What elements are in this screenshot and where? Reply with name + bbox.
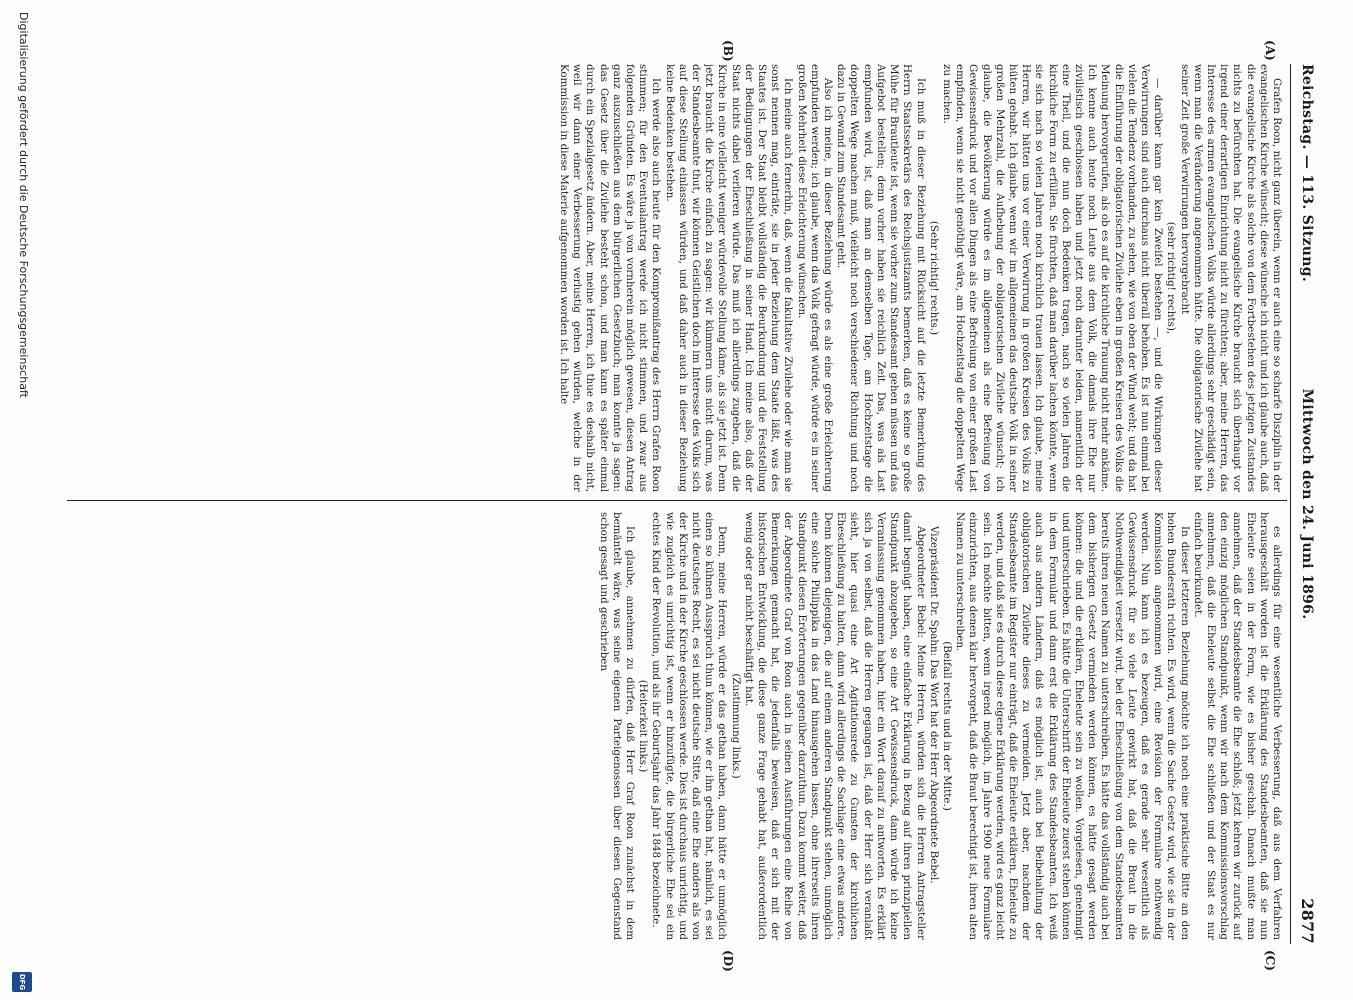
column-divider — [67, 500, 1287, 501]
page-header — [1295, 64, 1317, 944]
left-column — [73, 64, 1283, 492]
paragraph: Ich glaube, annehmen zu dürfen, daß Herr Graf Roon zunächst in dem bemäntelt wäre, was seine eigenen Parteigenossen über diesen Gegenstand schon gesagt und geschrieben — [597, 512, 637, 940]
margin-marker-a: (A) — [1263, 40, 1277, 61]
interjection: (Zustimmung links.) — [729, 673, 742, 779]
margin-marker-c: (C) — [1263, 950, 1277, 971]
header-rule — [1290, 64, 1291, 944]
paragraph: — darüber kann gar kein Zweifel bestehen —, und die Wirkungen dieser Verwirrungen sind auch durchaus nicht überall behoben. Es ist nun einmal bei vielen die Tendenz vorhanden, zu sehen, wie von oben der Wind weht; und da hat die Einführung der obligatorischen Zivilehe eben in großen Kreisen des Volks die Meinung hervorgerufen, als ob es auf die kirchliche Trauung nicht mehr ankäme. Ich kenne auch heute noch Leute aus dem Volk, die damals ihre Ehe nur zivilistisch geschlossen haben und jetzt noch darunter leiden, namentlich der eine Theil, und die nun doch Bedenken tragen, nach so vielen Jahren die kirchliche Form zu erfüllen. Sie fürchten, daß man darüber lachen könnte, wenn sie sich nach so vielen Jahren noch kirchlich trauen lassen. Ich glaube, meine Herren, wir hätten uns vor einer Verwirrung in großen Kreisen des Volks zu hüten gehabt. Ich glaube, wenn wir im allgemeinen das deutsche Volk in seiner großen Mehrzahl, die Aufhebung der obligatorischen Zivilehe wünscht; ich glaube, die Bevölkerung würde es im allgemeinen als eine Befreiung von Gewissensdruck und vor allen Dingen als eine Befreiung von einer großen Last empfinden, wenn sie nicht genöthigt wäre, am Hochzeitstag die doppelten Wege zu machen. — [940, 64, 1165, 492]
interjection: (sehr richtig! rechts), — [1165, 221, 1178, 335]
interjection: (Heiterkeit links.) — [637, 679, 650, 773]
paragraph: Also ich meine, in dieser Beziehung würde es als eine große Erleichterung empfunden werden; ich glaube, wenn das Volk gefragt würde, würde es in seiner großen Mehrheit diese Erleichterung wünschen. — [795, 64, 835, 492]
header-page-number: 2877 — [1298, 898, 1317, 944]
dfg-logo: DFG — [12, 972, 32, 992]
paragraph: Vizepräsident Dr. Spahn: Das Wort hat der Herr Abgeordnete Bebel. — [927, 526, 940, 884]
paragraph: es allerdings für eine wesentliche Verbesserung, daß aus dem Verfahren herausgeschält worden ist die Erklärung des Standesbeamten, daß sie nun Eheleute seien in der Form, wie es bisher geschah. Danach mußte man annehmen, daß der Standesbeamte die Ehe schloß; jetzt kehren wir zurück auf den einzig möglichen Standpunkt, wenn wir nach dem Kommissionsvorschlag annehmen, daß die Eheleute selbst die Ehe schließen und der Staat es nur einfach beurkundet. — [1191, 512, 1283, 940]
paragraph: Ich meine auch fernerhin, daß, wenn die fakultative Zivilehe oder wie man sie sonst nennen mag, einträte, sie in jeder Beziehung dem Staate läßt, was des Staates ist. Der Staat bleibt vollständig die Beurkundung und die Feststellung der Bedingungen der Eheschließung in seiner Hand. Ich meine also, daß der Staat nichts dabei verlieren würde. Das muß ich allerdings zugeben, daß die Kirche in eine vielleicht weniger würdevolle Stellung käme, als sie jetzt ist. Denn jetzt braucht die Kirche einfach zu sagen: wir kümmern uns nicht darum, was der Standesbeamte thut, wir können Geistlichen doch im Interesse des Volks sich auf diese Stellung einlassen würden, und daß daher auch in dieser Beziehung keine Bedenken bestehen. — [663, 64, 795, 492]
header-date: Mittwoch den 24. Juni 1896. — [1299, 388, 1315, 620]
paragraph: Ich muß in dieser Beziehung mit Rücksicht auf die letzte Bemerkung des Herrn Staatssekretärs des Reichsjustizamts bemerken, daß es keine so große Mühe für Brautleute ist, wenn sie vorher zum Standesamt gehen müssen und das Aufgebot bestellen; denn vorher haben sie reichlich Zeit. Das, was als Last empfunden wird, ist, daß man an demselben Tage, am Hochzeitstage die doppelten Wege machen muß, vielleicht noch verschiedener Richtung und noch dazu in Gewand zum Standesamt geht. — [835, 64, 927, 492]
interjection: (Sehr richtig! rechts.) — [927, 220, 940, 336]
right-column — [73, 512, 1283, 940]
digitization-footer — [9, 0, 35, 1000]
margin-marker-d: (D) — [721, 950, 735, 972]
paragraph: Grafen Roon, nicht ganz überein, wenn er auch eine so scharfe Disziplin in der evangelischen Kirche wünscht; diese wünsche ich nicht und ich glaube auch, daß die evangelische Kirche als solche von dem Fortbestehen des jetzigen Zustandes nichts zu befürchten hat. Die evangelische Kirche braucht sich überhaupt vor irgend einer derartigen Einrichtung nicht zu fürchten; aber, meine Herren, das Interesse des armen evangelischen Volks würde allerdings sehr geschädigt sein, wenn man die Veränderung angenommen hätte. Die obligatorische Zivilehe hat seiner Zeit große Verwirrungen hervorgebracht — [1178, 64, 1283, 492]
interjection: (Beifall rechts und in der Mitte.) — [940, 641, 953, 811]
funding-notice: Digitalisierung gefördert durch die Deutsche Forschungsgemeinschaft — [17, 12, 30, 398]
paragraph: Denn, meine Herren, würde er das gethan haben, dann hätte er unmöglich einen so kühnen Ausspruch thun können, wie er ihn gethan hat, nämlich, es sei nicht deutsches Recht, es sei nicht deutsche Sitte, daß eine Ehe anders als von der Kirche und in der Kirche geschlossen werde. Dies ist durchaus unrichtig, und wie zugleich es unrichtig ist, wenn er hinzufügte, die bürgerliche Ehe sei ein echtes Kind der Revolution, und als ihr Geburtsjahr das Jahr 1848 bezeichnete. — [650, 512, 729, 940]
paragraph: In dieser letzteren Beziehung möchte ich noch eine praktische Bitte an den hohen Bundesrath richten. Es wird, wenn die Sache Gesetz wird, wie sie in der Kommission angenommen wird, eine Revision der Formulare nothwendig werden. Nun kann ich es bezeugen, daß es gerade sehr wesentlich als Gewissensdruck für so viele Leute gewirkt hat, daß die Braut in die Nothwendigkeit versetzt wird, bei der Eheschließung von dem Standesbeamten bereits ihren neuen Namen zu unterschreiben. Es hätte das vollständig auch bei dem bisherigen Gesetz vermieden werden können, es hätte gesagt werden können: die und die erklären, Eheleute sein zu wollen. Vorgelesen, genehmigt und unterschrieben. Es hätte die Unterschrift der Eheleute zuerst stehen können in dem Formular und dann erst die Erklärung des Standesbeamten. Ich weiß auch aus andern Ländern, daß es möglich ist, auch bei Beibehaltung der obligatorischen Zivilehe dieses zu vermeiden. Jetzt aber, nachdem der Standesbeamte im Register nur einträgt, daß die Eheleute erklären, Eheleute zu werden, und daß sie es durch diese eigene Erklärung werden, wird es ganz leicht sein. Ich möchte bitten, wenn irgend möglich, im Jahre 1900 neue Formulare einzurichten, aus denen klar hervorgeht, daß die Braut berechtigt ist, ihren alten Namen zu unterschreiben. — [954, 512, 1191, 940]
margin-marker-b: (B) — [721, 40, 735, 62]
paragraph: Abgeordneter Bebel: Meine Herren, würden sich die Herren Antragsteller damit begnügt haben, eine einfache Erklärung in Bezug auf ihren prinzipiellen Standpunkt abzugeben, so eine Art Gewissensdruck, dann würde ich keine Veranlassung genommen haben, hier ein Wort darauf zu antworten. Es erklärt sich ja von selbst, daß die Herren gegangen ist, daß der Herr sich veranlaßt sieht, hier quasi eine Art Agitationsrede zu Gunsten der kirchlichen Eheschließung zu halten, dann wird allerdings die Sachlage eine etwas andere. Denn können diejenigen, die auf einem anderen Standpunkt stehen, unmöglich eine solche Philippika in das Land hinausgehen lassen, ohne ihrerseits ihren Standpunkt diesen Erörterungen gegenüber darzuthun. Dazu kommt weiter, daß der Abgeordnete Graf von Roon auch in seinen Ausführungen eine Reihe von Bemerkungen gemacht hat, die jedenfalls beweisen, daß er sich mit der historischen Entwicklung, die diese ganze Frage gehabt hat, außerordentlich wenig oder gar nicht beschäftigt hat. — [742, 512, 927, 940]
paragraph: Ich werde also auch heute für den Kompromißantrag des Herrn Grafen Roon stimmen; für den Eventualantrag werde ich nicht stimmen, und zwar aus folgenden Gründen. Es wäre ja von vornherein möglich gewesen, diesen Antrag ganz auszuschließen aus dem bürgerlichen Gesetzbuch; man konnte ja sagen: das Gesetz über die Zivilehe besteht schon, und man kann es später einmal durch ein Spezialgesetz ändern. Aber, meine Herren, ich thue es deshalb nicht, weil wir dann einer Verbesserung verlustig gehen würden, welche in der Kommission in diese Materie aufgenommen worden ist. Ich halte — [558, 64, 663, 492]
header-session-title: Reichstag. — 113. Sitzung. — [1299, 64, 1315, 283]
